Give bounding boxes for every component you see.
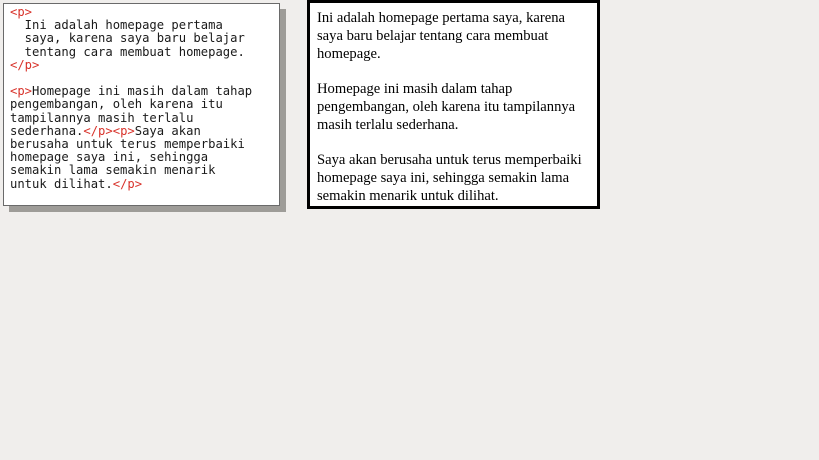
code-text: untuk dilihat. [10, 176, 113, 191]
code-tag: </p> [112, 176, 143, 191]
code-text: pengembangan, oleh karena itu [10, 97, 223, 112]
html-source-panel [3, 3, 280, 206]
rendered-preview-panel [307, 0, 600, 209]
code-text: semakin lama semakin menarik [10, 163, 216, 178]
code-text: tampilannya masih terlalu [10, 110, 194, 125]
code-text: tentang cara membuat homepage. [10, 44, 245, 59]
code-text: homepage saya ini, sehingga [10, 150, 209, 165]
preview-paragraph: Homepage ini masih dalam tahap pengembangan, oleh karena itu tampilannya masih terlalu sederhana. [317, 81, 576, 133]
code-text: berusaha untuk terus memperbaiki [10, 137, 245, 152]
html-source-code [10, 6, 279, 191]
code-text: sederhana. [10, 123, 84, 138]
code-text: Homepage ini masih dalam tahap [32, 84, 253, 99]
preview-paragraph: Saya akan berusaha untuk terus memperbaiki homepage saya ini, sehingga semakin lama semakin menarik untuk dilihat. [317, 152, 582, 204]
code-tag: </p> [83, 123, 113, 138]
code-tag: <p> [112, 123, 135, 138]
code-tag: </p> [10, 57, 40, 72]
code-text: Saya akan [134, 123, 201, 138]
code-tag: <p> [10, 84, 33, 99]
preview-paragraph: Ini adalah homepage pertama saya, karena saya baru belajar tentang cara membuat homepage. [317, 10, 565, 62]
code-text: saya, karena saya baru belajar [10, 31, 245, 46]
code-tag: <p> [10, 5, 33, 19]
code-text: Ini adalah homepage pertama [10, 18, 223, 33]
